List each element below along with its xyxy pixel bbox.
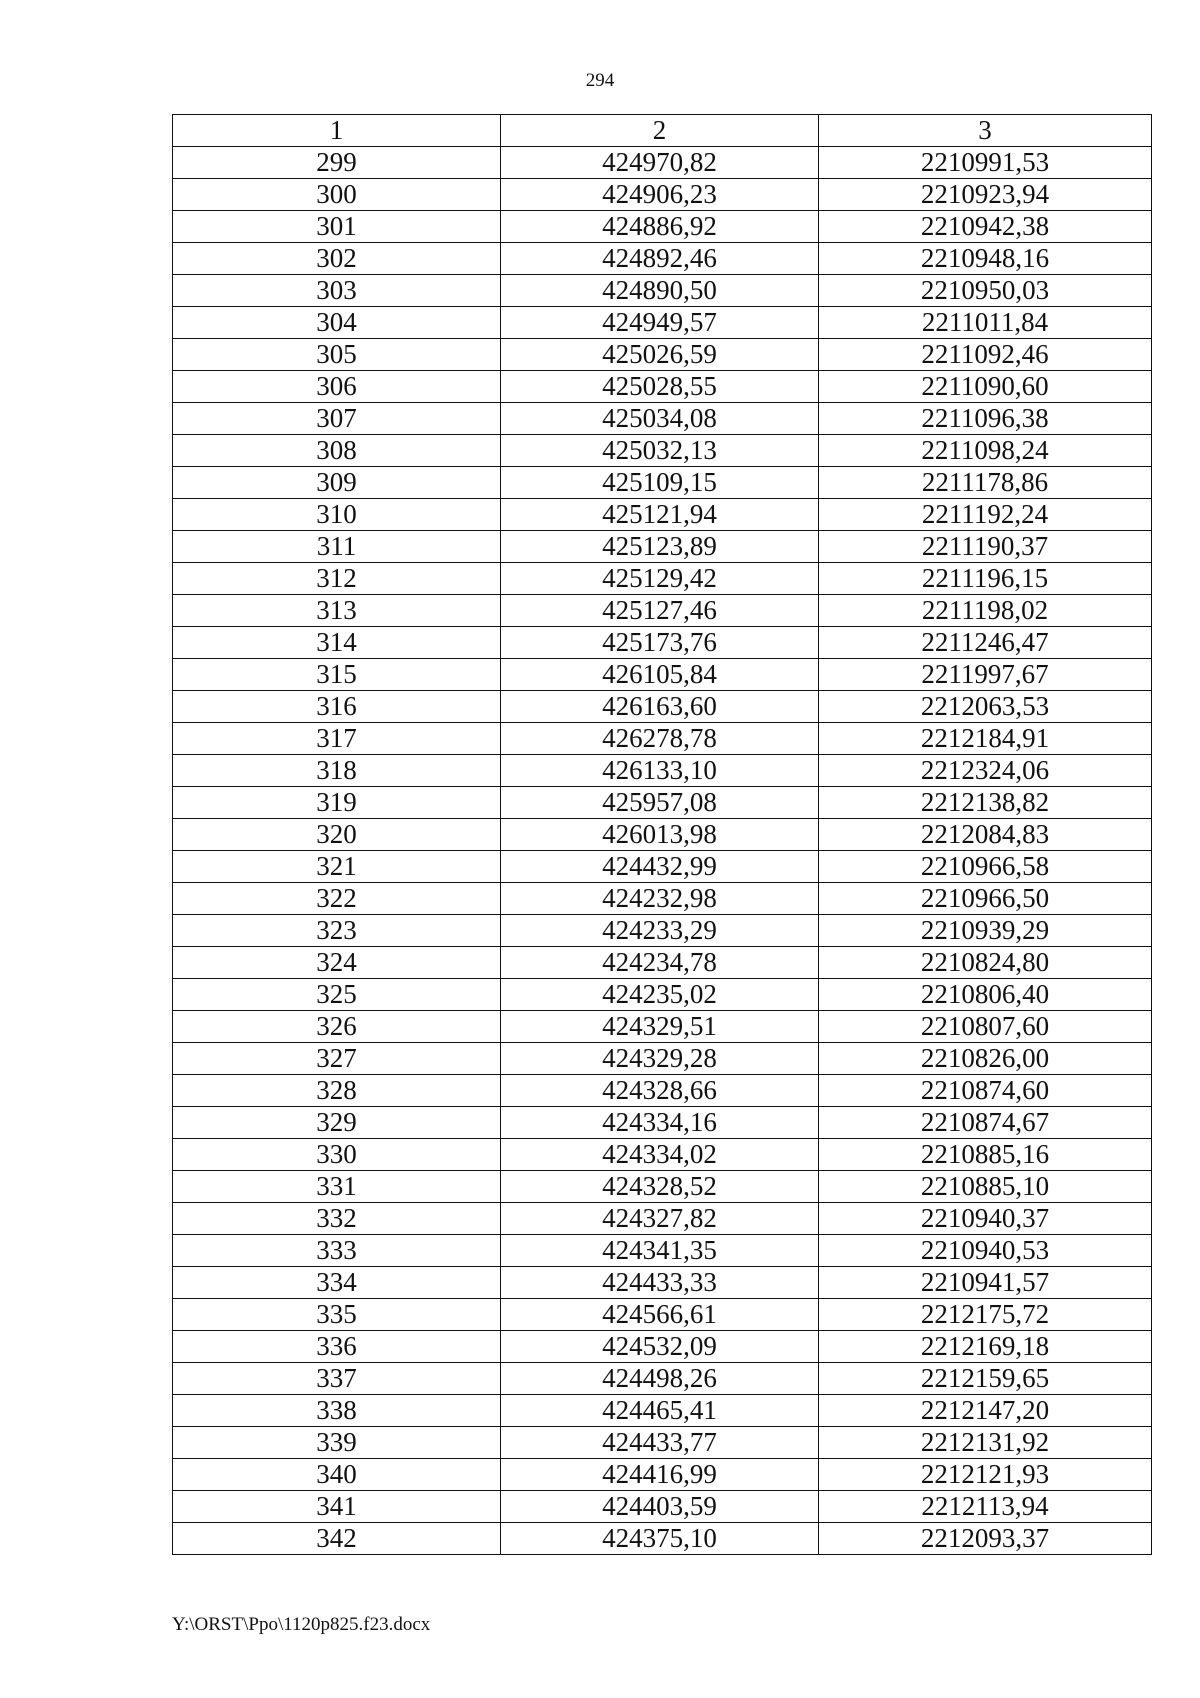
coordinate-x-cell: 425121,94 <box>501 499 819 531</box>
point-number-cell: 329 <box>173 1107 501 1139</box>
point-number-cell: 323 <box>173 915 501 947</box>
coordinate-x-cell: 424233,29 <box>501 915 819 947</box>
point-number-cell: 299 <box>173 147 501 179</box>
coordinate-x-cell: 424232,98 <box>501 883 819 915</box>
coordinate-x-cell: 424433,77 <box>501 1427 819 1459</box>
table-row <box>173 883 1152 915</box>
table-row <box>173 1491 1152 1523</box>
coordinate-y-cell: 2211011,84 <box>819 307 1152 339</box>
point-number-cell: 339 <box>173 1427 501 1459</box>
coordinate-x-cell: 426013,98 <box>501 819 819 851</box>
table-row <box>173 915 1152 947</box>
coordinate-x-cell: 424375,10 <box>501 1523 819 1555</box>
coordinate-y-cell: 2212138,82 <box>819 787 1152 819</box>
table-row <box>173 595 1152 627</box>
coordinate-y-cell: 2212084,83 <box>819 819 1152 851</box>
coordinate-x-cell: 424334,16 <box>501 1107 819 1139</box>
coordinate-x-cell: 424329,28 <box>501 1043 819 1075</box>
coordinate-x-cell: 424329,51 <box>501 1011 819 1043</box>
table-row <box>173 499 1152 531</box>
coordinate-y-cell: 2211092,46 <box>819 339 1152 371</box>
coordinate-y-cell: 2210940,53 <box>819 1235 1152 1267</box>
table-row <box>173 1523 1152 1555</box>
coordinate-x-cell: 426133,10 <box>501 755 819 787</box>
point-number-cell: 318 <box>173 755 501 787</box>
coordinate-x-cell: 424234,78 <box>501 947 819 979</box>
coordinate-x-cell: 425109,15 <box>501 467 819 499</box>
table-row <box>173 1107 1152 1139</box>
table-row <box>173 1235 1152 1267</box>
coordinate-y-cell: 2210991,53 <box>819 147 1152 179</box>
table-row <box>173 627 1152 659</box>
coordinate-y-cell: 2210940,37 <box>819 1203 1152 1235</box>
coordinate-y-cell: 2210824,80 <box>819 947 1152 979</box>
point-number-cell: 338 <box>173 1395 501 1427</box>
coordinate-y-cell: 2210966,58 <box>819 851 1152 883</box>
table-row <box>173 435 1152 467</box>
coordinate-y-cell: 2210885,16 <box>819 1139 1152 1171</box>
coordinate-x-cell: 424566,61 <box>501 1299 819 1331</box>
table-row <box>173 1299 1152 1331</box>
table-row <box>173 1427 1152 1459</box>
table-row <box>173 147 1152 179</box>
point-number-cell: 315 <box>173 659 501 691</box>
coordinate-y-cell: 2210885,10 <box>819 1171 1152 1203</box>
coordinate-x-cell: 424235,02 <box>501 979 819 1011</box>
point-number-cell: 307 <box>173 403 501 435</box>
coordinate-y-cell: 2212113,94 <box>819 1491 1152 1523</box>
coordinate-y-cell: 2212093,37 <box>819 1523 1152 1555</box>
coordinate-y-cell: 2211246,47 <box>819 627 1152 659</box>
table-row <box>173 755 1152 787</box>
point-number-cell: 322 <box>173 883 501 915</box>
point-number-cell: 303 <box>173 275 501 307</box>
point-number-cell: 319 <box>173 787 501 819</box>
table-row <box>173 819 1152 851</box>
coordinate-y-cell: 2211096,38 <box>819 403 1152 435</box>
point-number-cell: 317 <box>173 723 501 755</box>
coordinate-y-cell: 2210966,50 <box>819 883 1152 915</box>
table-row <box>173 1203 1152 1235</box>
point-number-cell: 310 <box>173 499 501 531</box>
footer-file-path: Y:\ORST\Ppo\1120p825.f23.docx <box>172 1614 431 1635</box>
table-row <box>173 1331 1152 1363</box>
coordinate-y-cell: 2212063,53 <box>819 691 1152 723</box>
coordinate-x-cell: 424892,46 <box>501 243 819 275</box>
coordinate-x-cell: 424416,99 <box>501 1459 819 1491</box>
point-number-cell: 309 <box>173 467 501 499</box>
coordinate-y-cell: 2212324,06 <box>819 755 1152 787</box>
coordinate-x-cell: 425032,13 <box>501 435 819 467</box>
coordinate-x-cell: 424890,50 <box>501 275 819 307</box>
coordinate-x-cell: 425026,59 <box>501 339 819 371</box>
coordinate-y-cell: 2211192,24 <box>819 499 1152 531</box>
table-row <box>173 467 1152 499</box>
point-number-cell: 325 <box>173 979 501 1011</box>
table-row <box>173 1171 1152 1203</box>
coordinate-y-cell: 2212131,92 <box>819 1427 1152 1459</box>
table-row <box>173 339 1152 371</box>
coordinate-x-cell: 424327,82 <box>501 1203 819 1235</box>
coordinate-x-cell: 426278,78 <box>501 723 819 755</box>
coordinate-y-cell: 2212184,91 <box>819 723 1152 755</box>
point-number-cell: 301 <box>173 211 501 243</box>
coordinate-y-cell: 2212159,65 <box>819 1363 1152 1395</box>
point-number-cell: 321 <box>173 851 501 883</box>
coordinate-y-cell: 2211178,86 <box>819 467 1152 499</box>
coordinate-x-cell: 425034,08 <box>501 403 819 435</box>
table-header-row <box>173 115 1152 147</box>
table-row <box>173 1043 1152 1075</box>
point-number-cell: 328 <box>173 1075 501 1107</box>
coordinates-table-body <box>173 115 1152 1555</box>
coordinate-x-cell: 424886,92 <box>501 211 819 243</box>
coordinate-x-cell: 425028,55 <box>501 371 819 403</box>
coordinate-y-cell: 2211190,37 <box>819 531 1152 563</box>
table-row <box>173 307 1152 339</box>
coordinate-y-cell: 2210806,40 <box>819 979 1152 1011</box>
coordinate-y-cell: 2212147,20 <box>819 1395 1152 1427</box>
table-row <box>173 1075 1152 1107</box>
point-number-cell: 314 <box>173 627 501 659</box>
point-number-cell: 327 <box>173 1043 501 1075</box>
coordinate-x-cell: 424403,59 <box>501 1491 819 1523</box>
point-number-cell: 312 <box>173 563 501 595</box>
table-row <box>173 1395 1152 1427</box>
table-row <box>173 563 1152 595</box>
coordinate-y-cell: 2210874,60 <box>819 1075 1152 1107</box>
point-number-cell: 308 <box>173 435 501 467</box>
coordinate-y-cell: 2210950,03 <box>819 275 1152 307</box>
header-cell-2: 2 <box>501 115 819 147</box>
point-number-cell: 313 <box>173 595 501 627</box>
table-row <box>173 1363 1152 1395</box>
coordinate-x-cell: 424949,57 <box>501 307 819 339</box>
point-number-cell: 331 <box>173 1171 501 1203</box>
coordinate-x-cell: 424328,52 <box>501 1171 819 1203</box>
coordinate-x-cell: 425127,46 <box>501 595 819 627</box>
point-number-cell: 306 <box>173 371 501 403</box>
table-row <box>173 659 1152 691</box>
coordinate-x-cell: 425123,89 <box>501 531 819 563</box>
table-row <box>173 1267 1152 1299</box>
coordinate-y-cell: 2210941,57 <box>819 1267 1152 1299</box>
point-number-cell: 304 <box>173 307 501 339</box>
coordinate-y-cell: 2210942,38 <box>819 211 1152 243</box>
table-row <box>173 211 1152 243</box>
table-row <box>173 531 1152 563</box>
coordinate-x-cell: 424432,99 <box>501 851 819 883</box>
point-number-cell: 337 <box>173 1363 501 1395</box>
coordinate-y-cell: 2210939,29 <box>819 915 1152 947</box>
coordinate-y-cell: 2212169,18 <box>819 1331 1152 1363</box>
coordinate-x-cell: 424433,33 <box>501 1267 819 1299</box>
coordinate-y-cell: 2211090,60 <box>819 371 1152 403</box>
coordinate-x-cell: 424334,02 <box>501 1139 819 1171</box>
point-number-cell: 341 <box>173 1491 501 1523</box>
coordinate-y-cell: 2210807,60 <box>819 1011 1152 1043</box>
table-row <box>173 691 1152 723</box>
table-row <box>173 947 1152 979</box>
point-number-cell: 324 <box>173 947 501 979</box>
coordinate-x-cell: 425957,08 <box>501 787 819 819</box>
coordinate-y-cell: 2211098,24 <box>819 435 1152 467</box>
point-number-cell: 334 <box>173 1267 501 1299</box>
point-number-cell: 340 <box>173 1459 501 1491</box>
coordinate-y-cell: 2212175,72 <box>819 1299 1152 1331</box>
point-number-cell: 333 <box>173 1235 501 1267</box>
point-number-cell: 336 <box>173 1331 501 1363</box>
coordinate-x-cell: 424906,23 <box>501 179 819 211</box>
table-row <box>173 403 1152 435</box>
table-row <box>173 1011 1152 1043</box>
point-number-cell: 342 <box>173 1523 501 1555</box>
table-row <box>173 1459 1152 1491</box>
coordinate-x-cell: 424341,35 <box>501 1235 819 1267</box>
coordinate-x-cell: 424970,82 <box>501 147 819 179</box>
coordinate-y-cell: 2211997,67 <box>819 659 1152 691</box>
table-row <box>173 787 1152 819</box>
coordinate-y-cell: 2210874,67 <box>819 1107 1152 1139</box>
coordinates-table <box>172 114 1152 1555</box>
point-number-cell: 330 <box>173 1139 501 1171</box>
table-row <box>173 723 1152 755</box>
coordinate-y-cell: 2211198,02 <box>819 595 1152 627</box>
coordinate-x-cell: 424498,26 <box>501 1363 819 1395</box>
point-number-cell: 302 <box>173 243 501 275</box>
point-number-cell: 311 <box>173 531 501 563</box>
table-row <box>173 179 1152 211</box>
table-row <box>173 851 1152 883</box>
coordinate-y-cell: 2210948,16 <box>819 243 1152 275</box>
header-cell-1: 1 <box>173 115 501 147</box>
coordinate-y-cell: 2211196,15 <box>819 563 1152 595</box>
table-row <box>173 371 1152 403</box>
coordinate-x-cell: 424532,09 <box>501 1331 819 1363</box>
point-number-cell: 305 <box>173 339 501 371</box>
coordinate-y-cell: 2210923,94 <box>819 179 1152 211</box>
table-row <box>173 1139 1152 1171</box>
coordinate-x-cell: 424328,66 <box>501 1075 819 1107</box>
page-number: 294 <box>585 70 615 91</box>
table-row <box>173 275 1152 307</box>
point-number-cell: 300 <box>173 179 501 211</box>
point-number-cell: 320 <box>173 819 501 851</box>
point-number-cell: 326 <box>173 1011 501 1043</box>
coordinate-x-cell: 425173,76 <box>501 627 819 659</box>
point-number-cell: 316 <box>173 691 501 723</box>
coordinate-x-cell: 426163,60 <box>501 691 819 723</box>
coordinate-x-cell: 425129,42 <box>501 563 819 595</box>
point-number-cell: 335 <box>173 1299 501 1331</box>
point-number-cell: 332 <box>173 1203 501 1235</box>
coordinate-y-cell: 2210826,00 <box>819 1043 1152 1075</box>
header-cell-3: 3 <box>819 115 1152 147</box>
coordinate-x-cell: 424465,41 <box>501 1395 819 1427</box>
table-row <box>173 243 1152 275</box>
coordinate-x-cell: 426105,84 <box>501 659 819 691</box>
coordinate-y-cell: 2212121,93 <box>819 1459 1152 1491</box>
table-row <box>173 979 1152 1011</box>
